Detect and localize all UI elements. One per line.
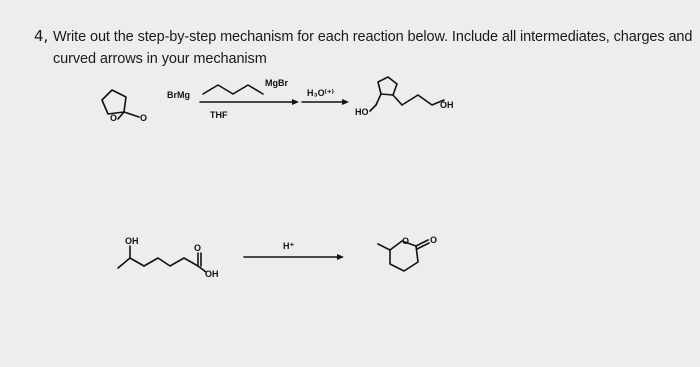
reactant-oh-label: OH xyxy=(125,236,139,246)
reactant-o-label: O xyxy=(194,243,202,253)
grignard-right-label: MgBr xyxy=(265,78,288,88)
hydroxy-acid-reactant-structure xyxy=(118,246,206,272)
thf-o-label: O xyxy=(110,113,118,123)
question-number: 4, xyxy=(34,27,49,45)
diol-product-structure xyxy=(370,77,444,111)
acid-label: H₃O⁽⁺⁾ xyxy=(307,88,334,98)
product-o2-label: O xyxy=(430,235,438,245)
lactone-reactant-structure xyxy=(102,90,139,119)
catalyst-label: H⁺ xyxy=(283,241,295,251)
solvent-label: THF xyxy=(210,110,228,120)
grignard-left-label: BrMg xyxy=(167,90,190,100)
product-o1-label: O xyxy=(402,236,410,246)
reactant-oh2-label: OH xyxy=(205,269,219,279)
question-text-line-2: curved arrows in your mechanism xyxy=(53,51,267,67)
grignard-chain xyxy=(203,85,263,94)
product-ho-label: HO xyxy=(355,107,369,117)
product-oh-label: OH xyxy=(440,100,454,110)
question-text-line-1: Write out the step-by-step mechanism for each reaction below. Include all intermediates, charges and xyxy=(53,29,693,45)
lactone-o1-label: O xyxy=(140,113,148,123)
